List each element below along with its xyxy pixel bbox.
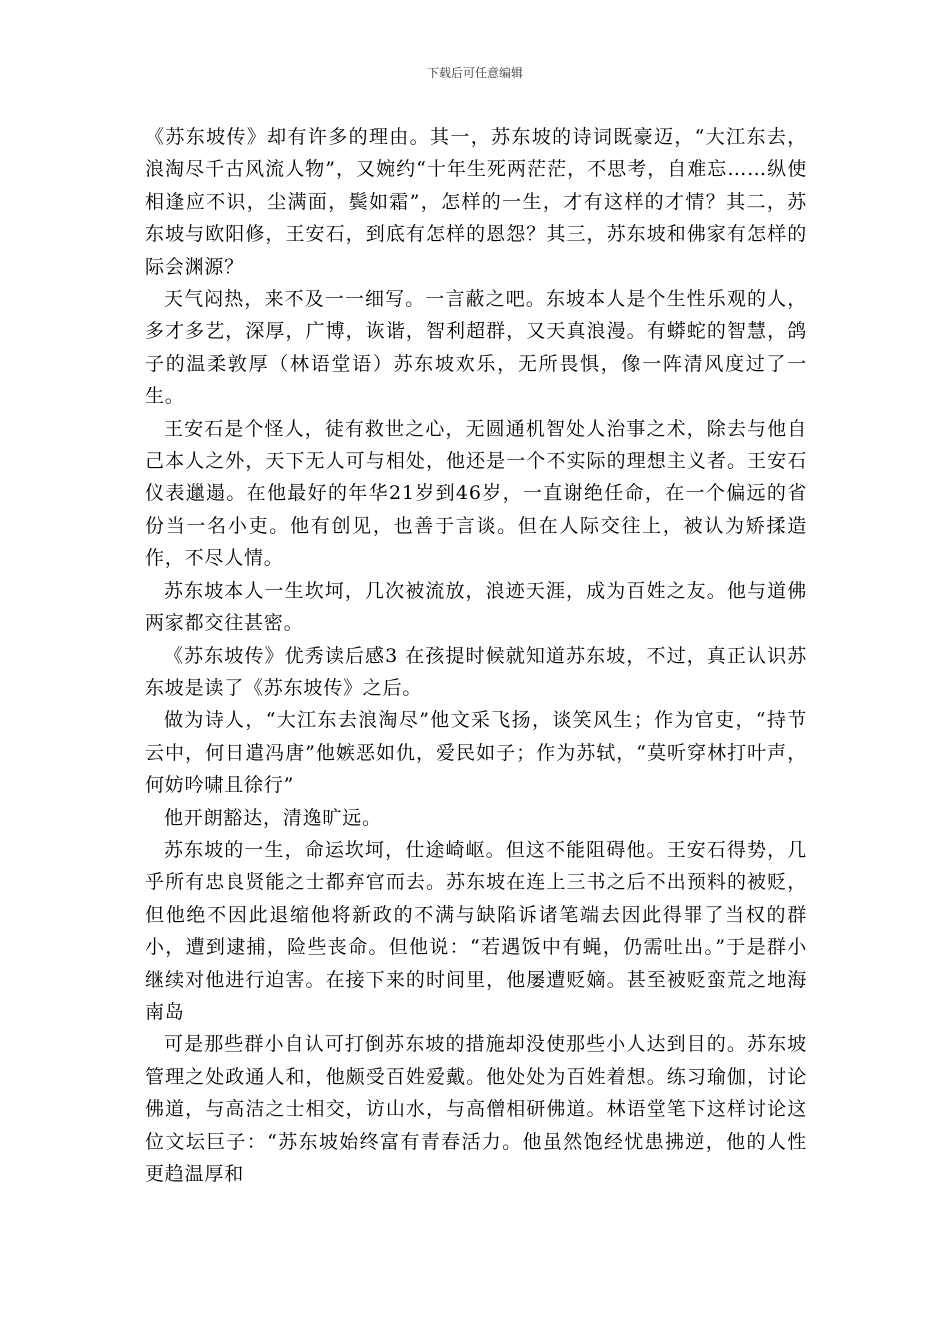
paragraph-1: 《苏东坡传》却有许多的理由。其一，苏东坡的诗词既豪迈，“大江东去，浪淘尽千古风流人物”，又婉约“十年生死两茫茫，不思考，自难忘……纵使相逢应不识，尘满面，鬓如霜”，怎样的一生，才有这样的才情？其二，苏东坡与欧阳修，王安石，到底有怎样的恩怨？其三，苏东坡和佛家有怎样的际会渊源？ (145, 126, 807, 278)
paragraph-6: 做为诗人，“大江东去浪淘尽”他文采飞扬，谈笑风生；作为官吏，“持节云中，何日遣冯唐”他嫉恶如仇，爱民如子；作为苏轼，“莫听穿林打叶声，何妨吟啸且徐行” (145, 709, 807, 797)
paragraph-4: 苏东坡本人一生坎坷，几次被流放，浪迹天涯，成为百姓之友。他与道佛两家都交往甚密。 (145, 579, 807, 635)
paragraph-7: 他开朗豁达，清逸旷远。 (164, 806, 382, 829)
paragraph-3: 王安石是个怪人，徒有救世之心，无圆通机智处人治事之术，除去与他自己本人之外，天下无人可与相处，他还是一个不实际的理想主义者。王安石仪表邋遢。在他最好的年华21岁到46岁，一直谢绝任命，在一个偏远的省份当一名小吏。他有创见，也善于言谈。但在人际交往上，被认为矫揉造作，不尽人情。 (145, 417, 807, 570)
paragraph-5: 《苏东坡传》优秀读后感3 在孩提时候就知道苏东坡，不过，真正认识苏东坡是读了《苏东坡传》之后。 (145, 644, 807, 699)
paragraph-9: 可是那些群小自认可打倒苏东坡的措施却没使那些小人达到目的。苏东坡管理之处政通人和，他颇受百姓爱戴。他处处为百姓着想。练习瑜伽，讨论佛道，与高洁之士相交，访山水，与高僧相研佛道。林语堂笔下这样讨论这位文坛巨子：“苏东坡始终富有青春活力。他虽然饱经忧患拂逆，他的人性更趋温厚和 (145, 1033, 807, 1185)
page-header: 下载后可任意编辑 (426, 66, 523, 80)
paragraph-2: 天气闷热，来不及一一细写。一言蔽之吧。东坡本人是个生性乐观的人，多才多艺，深厚，广博，诙谐，智利超群，又天真浪漫。有蟒蛇的智慧，鸽子的温柔敦厚（林语堂语）苏东坡欢乐，无所畏惧，像一阵清风度过了一生。 (145, 288, 807, 408)
document-body (145, 121, 807, 1190)
paragraph-8: 苏东坡的一生，命运坎坷，仕途崎岖。但这不能阻碍他。王安石得势，几乎所有忠良贤能之士都弃官而去。苏东坡在连上三书之后不出预料的被贬，但他绝不因此退缩他将新政的不满与缺陷诉诸笔端去因此得罪了当权的群小，遭到逮捕，险些丧命。但他说：“若遇饭中有蝇，仍需吐出。”于是群小继续对他进行迫害。在接下来的时间里，他屡遭贬嫡。甚至被贬蛮荒之地海南岛 (145, 838, 807, 1023)
